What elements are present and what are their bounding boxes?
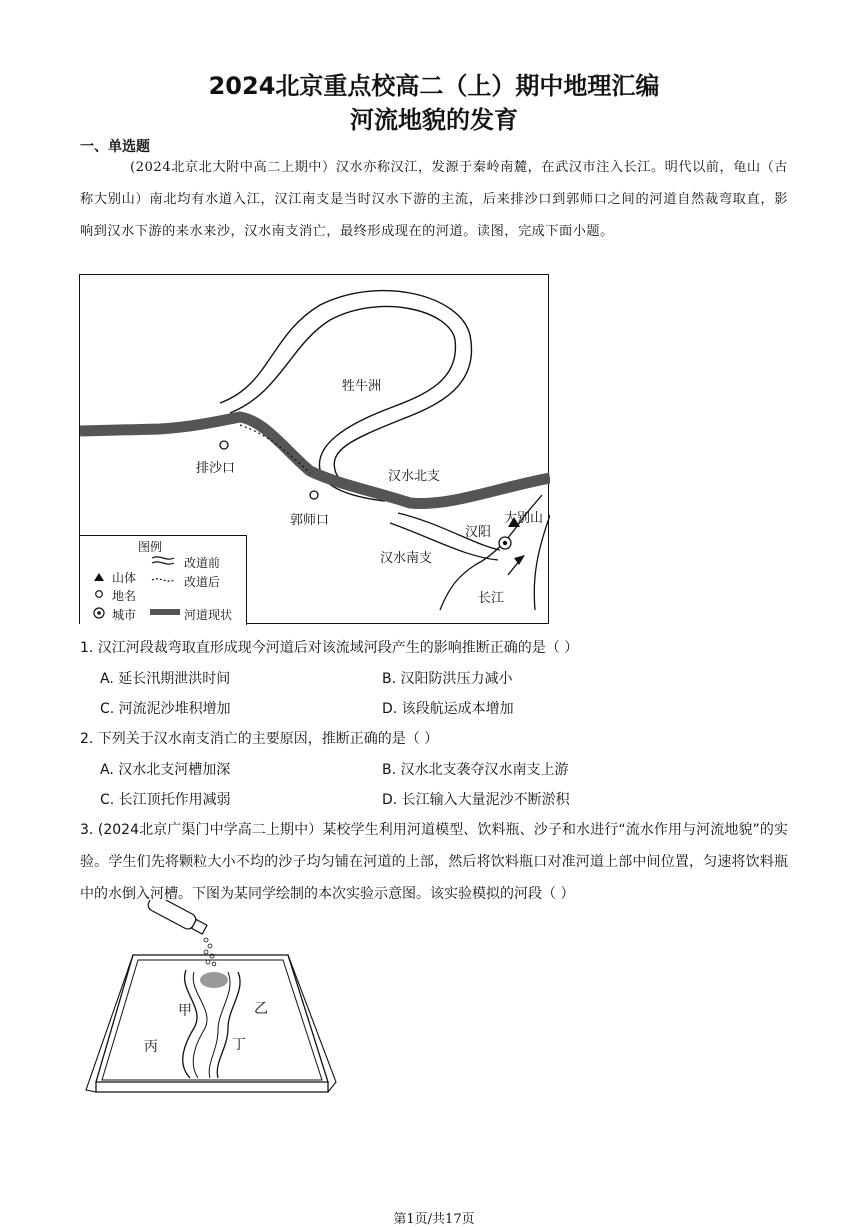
label-dabieshan: 大别山: [504, 511, 544, 526]
label-guoshikou: 郭师口: [290, 513, 330, 528]
legend-current-label: 河道现状: [184, 608, 233, 622]
label-yi: 乙: [254, 1001, 268, 1017]
page-subtitle: 河流地貌的发育: [350, 106, 518, 134]
label-jia: 甲: [178, 1003, 192, 1019]
experiment-drawing: [78, 900, 338, 1110]
question-2-option-d[interactable]: D. 长江输入大量泥沙不断淤积: [382, 792, 570, 808]
sand-pile: [200, 972, 228, 988]
legend-city-label: 城市: [112, 608, 137, 622]
legend-after-line: [152, 579, 174, 581]
legend-current-symbol: [150, 609, 180, 615]
legend-mountain-symbol: [94, 573, 104, 581]
bottle-icon: [146, 900, 208, 937]
legend-city-inner: [97, 611, 101, 615]
question-1-stem: 1. 汉江河段裁弯取直形成现今河道后对该流域河段产生的影响推断正确的是（ ）: [80, 640, 579, 656]
label-south-branch: 汉水南支: [380, 551, 433, 566]
legend-place-symbol: [96, 591, 103, 598]
legend-title: 图例: [138, 540, 163, 554]
question-1-option-d[interactable]: D. 该段航运成本增加: [382, 701, 514, 717]
question-2-option-b[interactable]: B. 汉水北支袭夺汉水南支上游: [382, 762, 569, 778]
legend-mountain-label: 山体: [112, 571, 137, 585]
label-oxbow: 牲牛洲: [342, 379, 382, 394]
question-2-option-a[interactable]: A. 汉水北支河槽加深: [100, 762, 231, 778]
label-yangtze: 长江: [478, 591, 505, 606]
intro-paragraph: (2024北京北大附中高二上期中）汉水亦称汉江，发源于秦岭南麓，在武汉市注入长江。明代以前，龟山（古称大别山）南北均有水道入江，汉江南支是当时汉水下游的主流，后来排沙口到郭师口之间的河道自然裁弯取直，影响到汉水下游的来水来沙，汉水南支消亡，最终形成现在的河道。读图，完成下面小题。: [80, 160, 788, 239]
label-hanyang: 汉阳: [465, 525, 492, 540]
question-2-stem: 2. 下列关于汉水南支消亡的主要原因，推断正确的是（ ）: [80, 731, 439, 747]
legend-place-label: 地名: [112, 589, 137, 603]
yangtze-bank-right: [534, 515, 550, 610]
guoshikou-marker: [310, 491, 318, 499]
question-1-option-a[interactable]: A. 延长汛期泄洪时间: [100, 671, 231, 687]
page-title: 2024北京重点校高二（上）期中地理汇编: [208, 72, 660, 100]
paishakou-marker: [220, 441, 228, 449]
question-1-option-c[interactable]: C. 河流泥沙堆积增加: [100, 701, 231, 717]
map-legend: [80, 535, 247, 625]
label-ding: 丁: [232, 1037, 246, 1053]
hanyang-city-inner: [503, 541, 507, 545]
section-heading: 一、单选题: [80, 139, 150, 155]
question-2-option-c[interactable]: C. 长江顶托作用减弱: [100, 792, 231, 808]
label-north-branch: 汉水北支: [388, 469, 441, 484]
label-paishakou: 排沙口: [196, 461, 236, 476]
legend-after-label: 改道后: [184, 575, 221, 589]
experiment-figure: [78, 900, 338, 1110]
legend-before-line2: [152, 562, 174, 564]
bottle-body: [146, 900, 198, 931]
flow-arrowhead: [514, 555, 525, 565]
label-bing: 丙: [144, 1039, 158, 1055]
river-map-figure: [79, 274, 549, 624]
water-drops: [204, 938, 216, 966]
question-1-option-b[interactable]: B. 汉阳防洪压力减小: [382, 671, 513, 687]
channel-right-bank: [217, 972, 240, 1078]
page-footer: 第1页/共17页: [393, 1212, 475, 1227]
legend-before-label: 改道前: [184, 556, 221, 570]
tray-front: [96, 1082, 328, 1092]
legend-before-line1: [152, 557, 174, 559]
question-3-stem: 3. (2024北京广渠门中学高二上期中）某校学生利用河道模型、饮料瓶、沙子和水进行“流水作用与河流地貌”的实验。学生们先将颗粒大小不均的沙子均匀铺在河道的上部，然后将饮料瓶口对准河道上部中间位置，匀速将饮料瓶中的水倒入河槽。下图为某同学绘制的本次实验示意图。该实验模拟的河段（ ）: [80, 822, 788, 902]
